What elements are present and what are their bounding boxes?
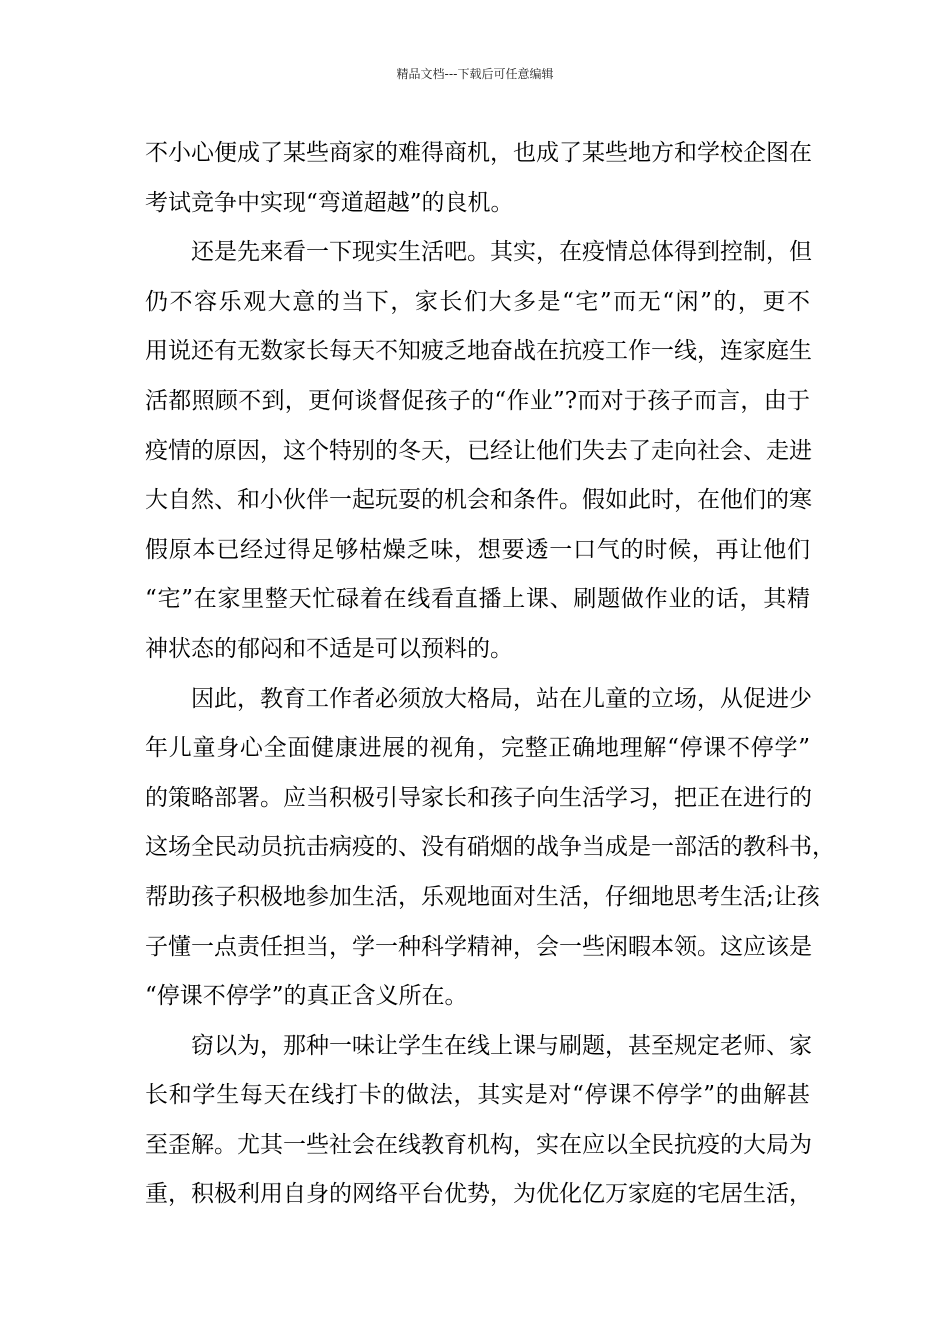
text-line: 大自然、和小伙伴一起玩耍的机会和条件。假如此时，在他们的寒 [145, 487, 812, 514]
text-line: 至歪解。尤其一些社会在线教育机构，实在应以全民抗疫的大局为 [145, 1131, 812, 1158]
text-line: 这场全民动员抗击病疫的、没有硝烟的战争当成是一部活的教科书， [145, 834, 835, 861]
text-line: 年儿童身心全面健康进展的视角，完整正确地理解“停课不停学” [145, 735, 810, 762]
text-line: 仍不容乐观大意的当下，家长们大多是“宅”而无“闲”的，更不 [145, 288, 810, 315]
document-body [145, 133, 835, 1224]
text-line: 疫情的原因，这个特别的冬天，已经让他们失去了走向社会、走进 [145, 437, 812, 464]
text-line: 还是先来看一下现实生活吧。其实，在疫情总体得到控制，但 [191, 239, 812, 266]
text-line: 子懂一点责任担当，学一种科学精神，会一些闲暇本领。这应该是 [145, 933, 812, 960]
text-line: 神状态的郁闷和不适是可以预料的。 [145, 635, 513, 662]
text-line: 用说还有无数家长每天不知疲乏地奋战在抗疫工作一线，连家庭生 [145, 338, 812, 365]
text-line: 帮助孩子积极地参加生活，乐观地面对生活，仔细地思考生活;让孩 [145, 883, 820, 910]
text-line: 考试竞争中实现“弯道超越”的良机。 [145, 189, 514, 216]
text-line: 重，积极利用自身的网络平台优势，为优化亿万家庭的宅居生活， [145, 1181, 812, 1208]
text-line: 的策略部署。应当积极引导家长和孩子向生活学习，把正在进行的 [145, 784, 812, 811]
text-line: 不小心便成了某些商家的难得商机，也成了某些地方和学校企图在 [145, 140, 812, 166]
text-line: 长和学生每天在线打卡的做法，其实是对“停课不停学”的曲解甚 [145, 1082, 810, 1109]
text-line: “宅”在家里整天忙碌着在线看直播上课、刷题做作业的话，其精 [145, 586, 810, 613]
text-line: 因此，教育工作者必须放大格局，站在儿童的立场，从促进少 [191, 685, 812, 712]
text-line: “停课不停学”的真正含义所在。 [145, 983, 468, 1010]
page-header: 精品文档---下载后可任意编辑 [396, 67, 554, 81]
text-line: 活都照顾不到，更何谈督促孩子的“作业”?而对于孩子而言，由于 [145, 387, 810, 414]
text-line: 窃以为，那种一味让学生在线上课与刷题，甚至规定老师、家 [191, 1032, 812, 1059]
text-line: 假原本已经过得足够枯燥乏味，想要透一口气的时候，再让他们 [145, 536, 810, 563]
